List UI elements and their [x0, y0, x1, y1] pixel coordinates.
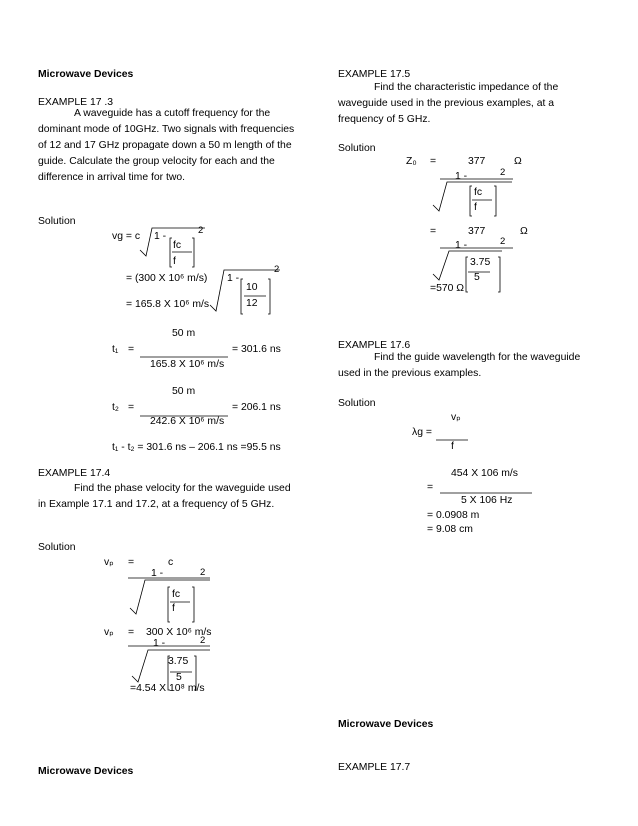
- line3: = 165.8 X 10⁶ m/s: [126, 299, 210, 310]
- ex173-solution: Solution: [38, 216, 76, 227]
- n377-2: 377: [468, 226, 486, 237]
- exponent-2: 2: [274, 264, 280, 275]
- one-minus-2: 1 -: [153, 638, 166, 649]
- vp-2: vₚ: [104, 627, 114, 638]
- ex176-heading: EXAMPLE 17.6: [338, 340, 411, 351]
- exponent-2: 2: [500, 236, 506, 247]
- f: f: [474, 202, 477, 213]
- t1-num: 50 m: [172, 328, 196, 339]
- one-minus: 1 -: [154, 231, 167, 242]
- ohm-2: Ω: [520, 226, 528, 237]
- arrival-diff: t₁ - t₂ = 301.6 ns – 206.1 ns =95.5 ns: [112, 442, 281, 453]
- z0: Z₀: [406, 156, 417, 167]
- exponent-2: 2: [200, 635, 206, 646]
- radical-z0: [433, 182, 512, 211]
- radical-vp: [130, 580, 210, 614]
- t1-den: 165.8 X 10⁶ m/s: [150, 359, 225, 370]
- line2: = (300 X 10⁶ m/s): [126, 273, 208, 284]
- ex174-solution: Solution: [38, 542, 76, 553]
- fc: fc: [173, 240, 182, 251]
- ex176-body: Find the guide wavelength for the waveguide used in the previous examples.: [338, 352, 581, 379]
- vg-lhs: vg = c: [112, 231, 141, 242]
- lg-result-m: = 0.0908 m: [427, 510, 480, 521]
- ex173-body: A waveguide has a cutoff frequency for the dominant mode of 10GHz. Two signals with frequencies of 12 and 17 GHz propagate down a 50 m length of the guide. Calculate the group velocity for each and the difference in arrival time for two.: [38, 108, 295, 183]
- t2-den: 242.6 X 10⁶ m/s: [150, 416, 225, 427]
- one-minus: 1 -: [151, 568, 164, 579]
- t2-num: 50 m: [172, 386, 196, 397]
- fc: fc: [172, 589, 181, 600]
- ex173-heading: EXAMPLE 17 .3: [38, 97, 114, 108]
- num-12: 12: [246, 298, 258, 309]
- num-10: 10: [246, 282, 258, 293]
- eq-2: =: [430, 226, 437, 237]
- n377: 377: [468, 156, 486, 167]
- c: c: [168, 557, 174, 568]
- eq: =: [128, 402, 135, 413]
- t1-label: t₁: [112, 344, 119, 355]
- ex174-heading: EXAMPLE 17.4: [38, 468, 111, 479]
- t2-result: = 206.1 ns: [232, 402, 281, 413]
- eq: =: [128, 557, 135, 568]
- one-minus-2: 1 -: [227, 273, 240, 284]
- fc: fc: [474, 187, 483, 198]
- ex175-heading: EXAMPLE 17.5: [338, 69, 411, 80]
- n375: 3.75: [168, 656, 189, 667]
- exponent: 2: [200, 567, 206, 578]
- f: f: [451, 441, 454, 452]
- num-300: 300 X 10⁶ m/s: [146, 627, 212, 638]
- eq: =: [430, 156, 437, 167]
- running-header-right: Microwave Devices: [338, 719, 434, 730]
- one-minus-2: 1 -: [455, 240, 468, 251]
- f: f: [172, 603, 175, 614]
- eq: =: [128, 344, 135, 355]
- z0-result: =570 Ω: [430, 283, 465, 294]
- n5: 5: [176, 672, 182, 683]
- bracket-right: [192, 238, 194, 267]
- exponent: 2: [198, 225, 204, 236]
- one-minus: 1 -: [455, 171, 468, 182]
- exponent: 2: [500, 167, 506, 178]
- eq: =: [128, 627, 135, 638]
- t1-result: = 301.6 ns: [232, 344, 281, 355]
- ex174-body: Find the phase velocity for the waveguide used in Example 17.1 and 17.2, at a frequency of 5 GHz.: [38, 483, 291, 510]
- lg-num: 454 X 106 m/s: [451, 468, 519, 479]
- n375: 3.75: [470, 257, 491, 268]
- ex175-solution: Solution: [338, 143, 376, 154]
- n5: 5: [474, 272, 480, 283]
- ex177-heading: EXAMPLE 17.7: [338, 762, 411, 773]
- f: f: [173, 256, 176, 267]
- t2-label: t₂: [112, 402, 119, 413]
- vp: vₚ: [451, 412, 461, 423]
- lg-result-cm: = 9.08 cm: [427, 524, 473, 535]
- running-header: Microwave Devices: [38, 69, 134, 80]
- bracket-left: [170, 238, 172, 267]
- lg-den: 5 X 106 Hz: [461, 495, 513, 506]
- vp-result: =4.54 X 10⁸ m/s: [130, 683, 205, 694]
- vp: vₚ: [104, 557, 114, 568]
- ex176-solution: Solution: [338, 398, 376, 409]
- running-header-bottom: Microwave Devices: [38, 766, 134, 777]
- lambda-g: λg =: [412, 427, 432, 438]
- ohm: Ω: [514, 156, 522, 167]
- radical-line2: [210, 270, 280, 311]
- eq: =: [427, 482, 434, 493]
- ex175-body: Find the characteristic impedance of the waveguide used in the previous examples, at a frequency of 5 GHz.: [338, 82, 559, 125]
